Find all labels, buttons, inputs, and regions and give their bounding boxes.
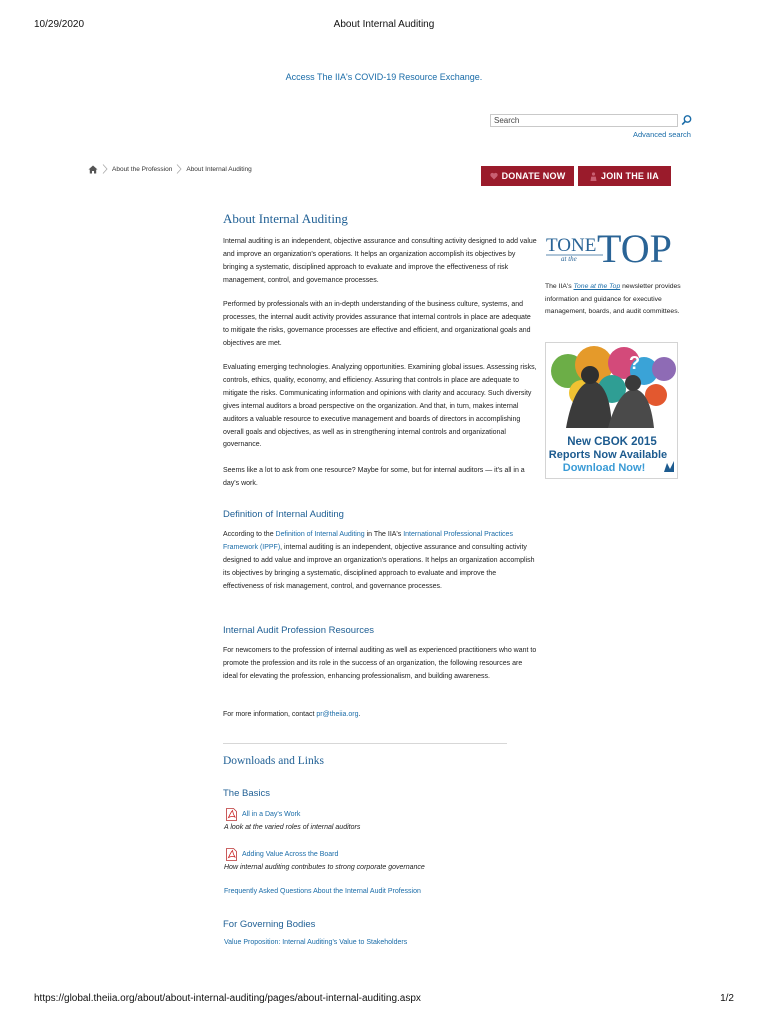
governing-bodies-heading: For Governing Bodies: [223, 919, 316, 930]
print-page-number: 1/2: [720, 993, 734, 1004]
print-title: About Internal Auditing: [333, 19, 435, 30]
tone-at-the-top-logo[interactable]: [545, 222, 680, 270]
download-item-day-work: [226, 808, 300, 821]
intro-paragraph-4: Seems like a lot to ask from one resource? Maybe for some, but for internal auditors — it's all in a day's work.: [223, 467, 525, 487]
newsletter-description: [545, 281, 685, 319]
covid-resource-link[interactable]: Access The IIA's COVID-19 Resource Exchange.: [285, 72, 483, 82]
pdf-icon: [226, 848, 237, 861]
join-button[interactable]: [578, 166, 671, 186]
resources-paragraph: For newcomers to the profession of internal auditing as well as experienced practitioners who want to promote the profession and its role in the success of an organization, the following resources are ideal for elevating the profession, enhancing professionalism, and building awareness.: [223, 647, 537, 680]
svg-text:?: ?: [629, 353, 640, 373]
value-proposition-link[interactable]: Value Proposition: Internal Auditing's Value to Stakeholders: [224, 939, 408, 946]
breadcrumb: [88, 164, 252, 174]
home-icon[interactable]: [88, 165, 98, 174]
day-work-description: A look at the varied roles of internal auditors: [224, 824, 361, 831]
logo-top-text: TOP: [597, 226, 672, 270]
definition-text-post: , internal auditing is an independent, objective assurance and consulting activity designed to add value and improve an organization's operations. It helps an organization accomplish its objectives by bringing a systematic, disciplined approach to evaluate and improve the effectiveness of risk management, control, and governance processes.: [223, 543, 535, 590]
definition-paragraph: [223, 529, 538, 594]
search-icon[interactable]: [680, 114, 693, 127]
intro-paragraph-2: Performed by professionals with an in-depth understanding of the business culture, systems, and processes, the internal audit activity provides assurance that internal controls in place are adequate to mitigate the risks, governance processes are effective and efficient, and organizational goals and objectives are met.: [223, 301, 531, 347]
intro-paragraph-1: Internal auditing is an independent, objective assurance and consulting activity designed to add value and improve an organization's operations. It helps an organization accomplish its objectives by bringing a systematic, disciplined approach to evaluate and improve the effectiveness of risk management, control, and governance processes.: [223, 238, 537, 284]
definition-text-pre: According to the: [223, 531, 276, 538]
contact-email-link[interactable]: pr@theiia.org: [316, 711, 359, 718]
donate-label: DONATE NOW: [501, 171, 566, 181]
logo-tone-text: TONE: [546, 235, 597, 256]
basics-heading: The Basics: [223, 788, 270, 799]
logo-at-text: at the: [561, 255, 577, 263]
adding-value-link[interactable]: Adding Value Across the Board: [242, 851, 339, 858]
contact-text-end: .: [358, 711, 361, 718]
search-input[interactable]: [490, 114, 678, 127]
definition-link[interactable]: Definition of Internal Auditing: [275, 531, 365, 538]
print-url: https://global.theiia.org/about/about-internal-auditing/pages/about-internal-auditing.aspx: [34, 993, 421, 1004]
day-work-link[interactable]: All in a Day's Work: [242, 811, 301, 818]
person-icon: [590, 172, 597, 181]
heart-icon: [490, 172, 498, 180]
cbok-line-3: Download Now!: [562, 462, 646, 474]
newsletter-text-pre: The IIA's: [545, 283, 574, 290]
breadcrumb-item-profession[interactable]: About the Profession: [112, 165, 173, 173]
chevron-right-icon: [176, 164, 182, 174]
iia-mark-icon: [664, 461, 674, 472]
cbok-line-1: New CBOK 2015: [567, 436, 657, 448]
section-divider: [223, 743, 507, 744]
cbok-line-2: Reports Now Available: [548, 449, 668, 461]
download-item-adding-value: [226, 848, 338, 861]
join-label: JOIN THE IIA: [601, 171, 659, 181]
adding-value-description: How internal auditing contributes to strong corporate governance: [224, 864, 425, 871]
pdf-icon: [226, 808, 237, 821]
intro-paragraph-3: Evaluating emerging technologies. Analyzing opportunities. Examining global issues. Assessing risks, controls, ethics, quality, economy, and efficiency. Assuring that controls in place are adequate to mitigate the risks. Communicating information and opinions with clarity and accuracy. Such diversity gives internal auditors a broad perspective on the organization. And that, in turn, makes internal auditors a valuable resource to executive management and boards of directors in accomplishing overall goals and objectives, as well as in strengthening internal controls and organizational governance.: [223, 364, 537, 449]
advanced-search-link[interactable]: Advanced search: [633, 130, 691, 139]
tone-at-the-top-link[interactable]: Tone at the Top: [573, 283, 621, 290]
ippf-link[interactable]: International Professional Practices Framework (IPPF): [223, 531, 513, 551]
breadcrumb-item-current: About Internal Auditing: [186, 165, 252, 173]
chevron-right-icon: [102, 164, 108, 174]
cbok-illustration: [546, 343, 678, 479]
definition-text-mid: in The IIA's: [364, 531, 404, 538]
definition-heading: Definition of Internal Auditing: [223, 509, 344, 520]
resources-heading: Internal Audit Profession Resources: [223, 625, 375, 636]
print-date: 10/29/2020: [34, 19, 85, 30]
downloads-title: Downloads and Links: [223, 755, 324, 767]
cbok-banner[interactable]: [545, 342, 678, 479]
contact-text: For more information, contact: [223, 711, 317, 718]
contact-paragraph: [223, 709, 538, 722]
page-title: About Internal Auditing: [223, 211, 348, 226]
faq-link[interactable]: Frequently Asked Questions About the Internal Audit Profession: [224, 888, 421, 895]
newsletter-text-post: newsletter provides information and guidance for executive management, boards, and audit committees.: [545, 283, 681, 316]
donate-button[interactable]: [481, 166, 574, 186]
